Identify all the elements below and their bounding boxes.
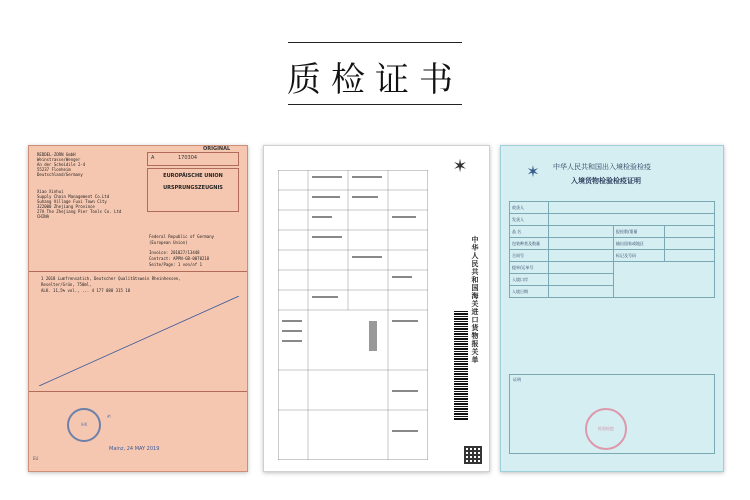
field-value xyxy=(549,202,715,214)
field-label: 包装种类及数量 xyxy=(510,238,549,250)
declaration-grid xyxy=(278,170,428,460)
barcode xyxy=(454,311,468,421)
exporter-line: An der Scheidile 2-4 xyxy=(37,162,86,167)
signature: ✍ xyxy=(107,414,112,420)
field-value xyxy=(549,262,614,274)
exporter-line: REDDEL-ZORN GmbH xyxy=(37,152,76,157)
original-label: ORIGINAL xyxy=(203,146,231,152)
union-subtitle: URSPRUNGSZEUGNIS xyxy=(163,185,223,191)
qr-code-icon xyxy=(464,446,482,464)
field-label: 入境日期 xyxy=(510,286,549,298)
goods-line: 1 2018 Lumfrensatich, Deutscher Qualitätswein Rheinhessen, xyxy=(41,276,181,281)
cancel-diagonal-line xyxy=(39,296,239,386)
union-header-box xyxy=(147,168,239,212)
union-title: EUROPÄISCHE UNION xyxy=(163,173,223,179)
field-value xyxy=(665,250,715,262)
goods-line: ALK. 11,5% vol., ... 4 177 088 315 18 xyxy=(41,288,131,293)
footer-code: EU xyxy=(33,456,39,461)
field-label: 品 名 xyxy=(510,226,549,238)
sign-date: Mainz, 24 MAY 2019 xyxy=(109,446,160,452)
field-label: 报检数/重量 xyxy=(614,226,665,238)
field-value xyxy=(549,286,614,298)
field-label: 输出国家或地区 xyxy=(614,238,665,250)
invoice-line: Seite/Page: 1 von/of 1 xyxy=(149,262,202,267)
field-value xyxy=(549,226,614,238)
marks-area xyxy=(614,262,715,298)
chamber-stamp: IHK xyxy=(67,408,101,442)
consignee-line: Xiao Xinhui xyxy=(37,189,64,194)
exporter-line: Deutschland/Germany xyxy=(37,172,83,177)
eu-certificate-of-origin xyxy=(28,145,248,472)
country-line: Federal Republic of Germany xyxy=(149,234,215,239)
field-value xyxy=(665,226,715,238)
certificate-authority: 中华人民共和国出入境检验检疫 xyxy=(553,163,651,171)
proof-label: 证明 xyxy=(513,377,521,382)
certificate-title: 入境货物检验检疫证明 xyxy=(571,177,641,185)
customs-emblem-icon: ✶ xyxy=(452,156,468,177)
field-value xyxy=(549,250,614,262)
inspection-stamp: 检验检疫 xyxy=(585,408,627,450)
field-value xyxy=(549,238,614,250)
exporter-line: Weinstrasse/Wenger xyxy=(37,157,81,162)
redacted-block xyxy=(369,321,377,351)
exporter-line: 55237 Flonheim xyxy=(37,167,71,172)
title-rule-bottom xyxy=(288,104,462,105)
field-value xyxy=(549,274,614,286)
section-divider xyxy=(29,391,247,392)
consignee-line: CHINA xyxy=(37,214,50,219)
box-label: A xyxy=(151,155,155,161)
goods-line: Reselter/Grün, 750ml, xyxy=(41,282,92,287)
certificate-number: 170304 xyxy=(178,155,198,161)
field-label: 入境口岸 xyxy=(510,274,549,286)
declaration-title: 中华人民共和国海关进口货物报关单 xyxy=(471,236,479,364)
field-label: 标记及号码 xyxy=(614,250,665,262)
customs-import-declaration xyxy=(263,145,490,472)
field-label: 提单/运单号 xyxy=(510,262,549,274)
title-rule-top xyxy=(288,42,462,43)
field-label: 合同号 xyxy=(510,250,549,262)
certificate-number-box xyxy=(147,146,239,166)
country-invoice-block xyxy=(149,234,214,268)
field-value xyxy=(665,238,715,250)
page-title-block xyxy=(0,40,750,110)
consignee-line: Supply Chain Management Co.Ltd xyxy=(37,194,110,199)
invoice-line: Invoice: 201827/13448 xyxy=(149,250,200,255)
consignee-line: 27A The Zhejiang Pier Tools Co. Ltd xyxy=(37,209,122,214)
field-label: 发货人 xyxy=(510,214,549,226)
ciq-emblem-icon: ✶ xyxy=(526,162,540,181)
consignee-line: 322000 Zhejiang Province xyxy=(37,204,95,209)
section-divider xyxy=(29,271,247,272)
goods-description xyxy=(41,276,181,294)
field-value xyxy=(549,214,715,226)
field-label: 收货人 xyxy=(510,202,549,214)
page-title: 质检证书 xyxy=(287,60,463,100)
invoice-line: Contract: APPN-GB-0070218 xyxy=(149,256,210,261)
consignee-line: Suhang Village Fuxi Town City xyxy=(37,199,107,204)
quarantine-certificate xyxy=(500,145,724,472)
exporter-block xyxy=(37,152,142,219)
certificate-table xyxy=(509,201,715,298)
country-line: (European Union) xyxy=(149,240,188,245)
